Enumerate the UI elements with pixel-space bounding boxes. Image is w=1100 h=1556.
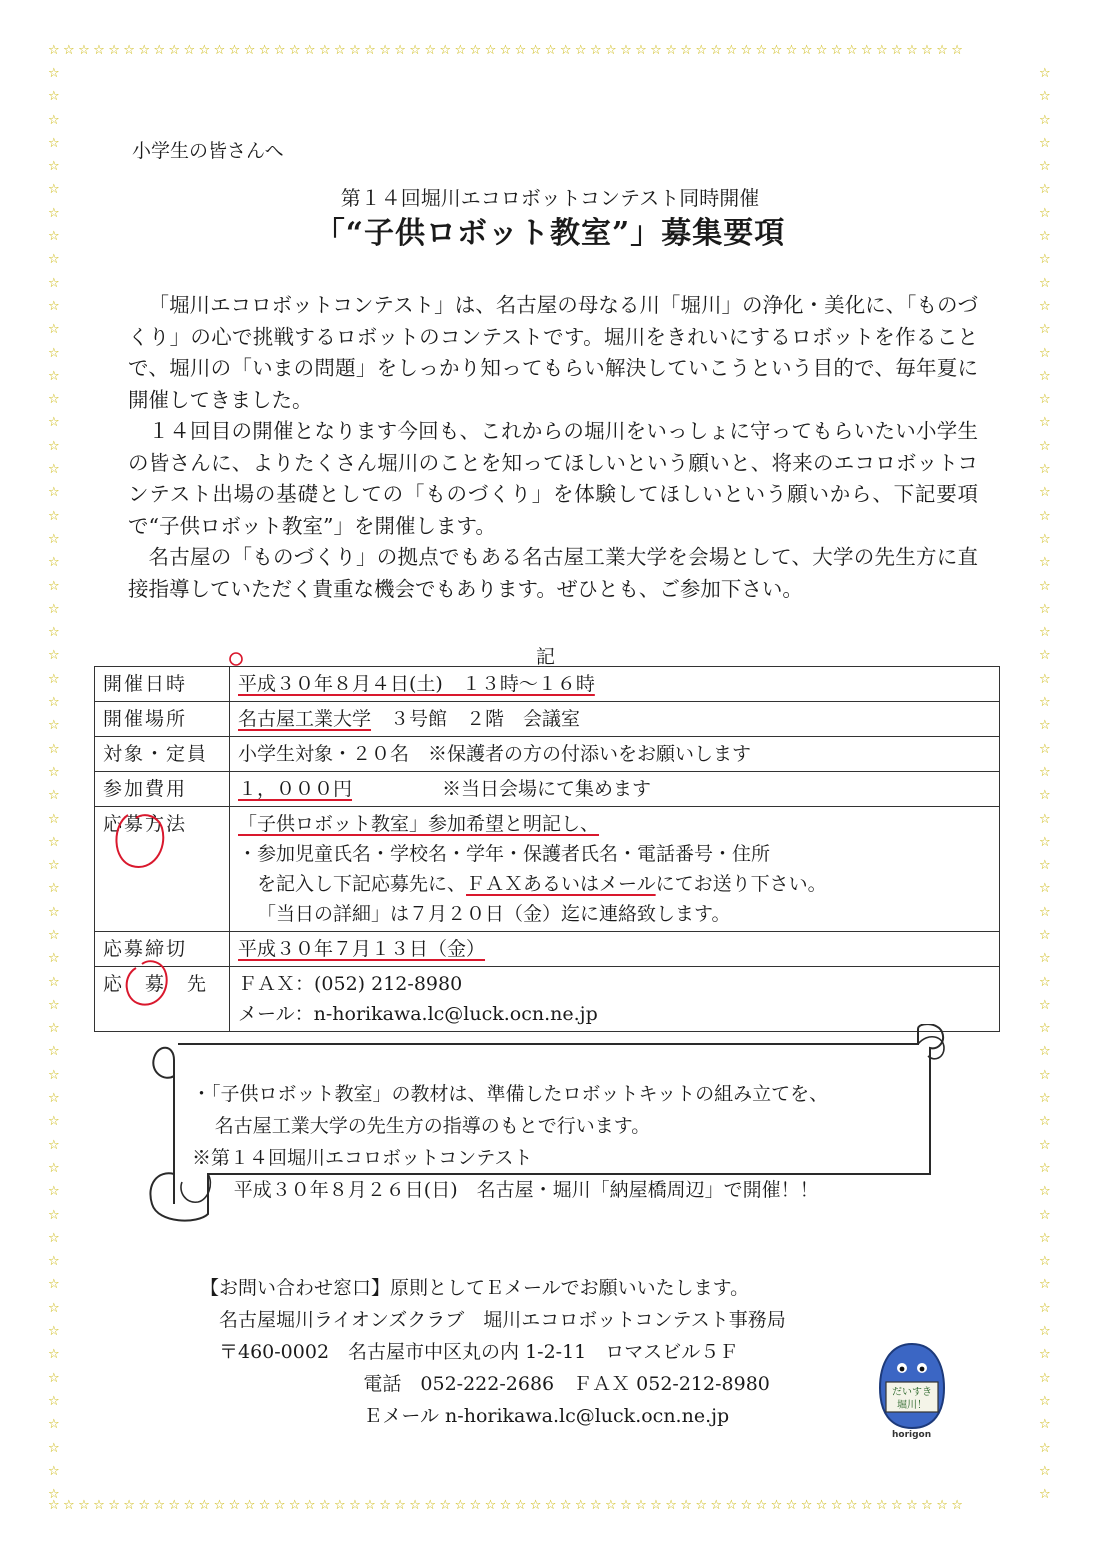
- target-label: 対象・定員: [95, 737, 230, 772]
- subtitle: 第１４回堀川エコロボットコンテスト同時開催: [340, 186, 760, 210]
- contact-line-5: Ｅメール n-horikawa.lc@luck.ocn.ne.jp: [363, 1405, 730, 1427]
- apply-line-4: 「当日の詳細」は７月２０日（金）迄に連絡致します。: [257, 903, 731, 925]
- date-value-text: 平成３０年８月４日(土) １３時～１６時: [238, 673, 595, 695]
- intro-paragraph-2: １４回目の開催となります今回も、これからの堀川をいっしょに守ってもらいたい小学生の皆さんに、よりたくさん堀川のことを知ってほしいという願いと、将来のエコロボットコンテスト出場の基礎としての「ものづくり」を体験してほしいという願いから、下記要項で“子供ロボット教室”」を開催します。: [128, 419, 978, 538]
- fee-amount: １，０００円: [238, 778, 353, 800]
- scroll-line-3: ※第１４回堀川エコロボットコンテスト: [192, 1147, 533, 1169]
- destination-label: 応 募 先: [95, 967, 230, 1032]
- contact-line-3: 〒460-0002 名古屋市中区丸の内 1-2-11 ロマスビル５Ｆ: [219, 1341, 739, 1363]
- deadline-value-text: 平成３０年７月１３日（金）: [238, 938, 486, 960]
- star-border-right: ☆☆☆☆☆☆☆☆☆☆☆☆☆☆☆☆☆☆☆☆☆☆☆☆☆☆☆☆☆☆☆☆☆☆☆☆☆☆☆☆☆☆☆☆☆☆☆☆☆☆☆☆☆☆☆☆☆☆☆☆☆☆: [1039, 66, 1051, 1503]
- venue-room: ３号館 ２階 会議室: [371, 708, 581, 730]
- star-border-left: ☆☆☆☆☆☆☆☆☆☆☆☆☆☆☆☆☆☆☆☆☆☆☆☆☆☆☆☆☆☆☆☆☆☆☆☆☆☆☆☆☆☆☆☆☆☆☆☆☆☆☆☆☆☆☆☆☆☆☆☆☆☆: [48, 66, 60, 1503]
- target-value: 小学生対象・２０名 ※保護者の方の付添いをお願いします: [230, 737, 1000, 772]
- apply-line-1: 「子供ロボット教室」参加希望と明記し、: [238, 813, 600, 835]
- venue-name: 名古屋工業大学: [238, 708, 372, 730]
- apply-line-2: ・参加児童氏名・学校名・学年・保護者氏名・電話番号・住所: [238, 843, 771, 865]
- star-border-bottom: ☆☆☆☆☆☆☆☆☆☆☆☆☆☆☆☆☆☆☆☆☆☆☆☆☆☆☆☆☆☆☆☆☆☆☆☆☆☆☆☆☆☆☆☆☆☆☆☆☆☆☆☆☆☆☆☆☆☆☆☆☆: [48, 1498, 967, 1513]
- deadline-label: 応募締切: [95, 932, 230, 967]
- intro-paragraph-1: 「堀川エコロボットコンテスト」は、名古屋の母なる川「堀川」の浄化・美化に、「ものづくり」の心で挑戦するロボットのコンテストです。堀川をきれいにするロボットを作ることで、堀川の「いまの問題」をしっかり知ってもらい解決していこうという目的で、毎年夏に開催してきました。: [128, 293, 978, 412]
- apply-line-3c: にてお送り下さい。: [655, 873, 827, 895]
- contact-line-1: 【お問い合わせ窓口】原則としてＥメールでお願いいたします。: [200, 1277, 750, 1299]
- apply-label: 応募方法: [95, 807, 230, 932]
- venue-label: 開催場所: [95, 702, 230, 737]
- fee-note: ※当日会場にて集めます: [442, 778, 652, 800]
- scroll-line-2: 名古屋工業大学の先生方の指導のもとで行います。: [214, 1115, 651, 1137]
- mascot-pupil-left: [900, 1367, 905, 1372]
- mascot-pupil-right: [920, 1367, 925, 1372]
- scroll-line-4: 平成３０年８月２６日(日) 名古屋・堀川「納屋橋周辺」で開催！！: [233, 1179, 819, 1201]
- red-mark-circle-small: [230, 653, 242, 665]
- apply-line-3b: ＦＡＸあるいはメール: [466, 873, 656, 895]
- apply-line-3a: を記入し下記応募先に、: [257, 873, 467, 895]
- mascot-illustration: [872, 1338, 952, 1438]
- scroll-text: [192, 1078, 828, 1206]
- destination-fax: ＦＡＸ：(052) 212-8980: [238, 973, 463, 995]
- contact-section: [200, 1272, 786, 1432]
- star-border-top: ☆☆☆☆☆☆☆☆☆☆☆☆☆☆☆☆☆☆☆☆☆☆☆☆☆☆☆☆☆☆☆☆☆☆☆☆☆☆☆☆☆☆☆☆☆☆☆☆☆☆☆☆☆☆☆☆☆☆☆☆☆: [48, 43, 967, 58]
- ki-heading: 記: [536, 646, 556, 668]
- mascot-sign-line-1: だいすき: [892, 1387, 932, 1398]
- contact-line-2: 名古屋堀川ライオンズクラブ 堀川エコロボットコンテスト事務局: [219, 1309, 786, 1331]
- greeting: 小学生の皆さんへ: [132, 140, 284, 162]
- red-mark-circle-destination: [127, 961, 167, 1004]
- intro-paragraph-3: 名古屋の「ものづくり」の拠点でもある名古屋工業大学を会場として、大学の先生方に直接指導していただく貴重な機会でもあります。ぜひとも、ご参加下さい。: [128, 545, 978, 601]
- scroll-line-1: ・「子供ロボット教室」の教材は、準備したロボットキットの組み立てを、: [192, 1083, 829, 1105]
- fee-label: 参加費用: [95, 772, 230, 807]
- red-mark-circle-apply: [116, 815, 163, 867]
- destination-mail: メール：n-horikawa.lc@luck.ocn.ne.jp: [238, 1003, 598, 1025]
- contact-line-4: 電話 052-222-2686 ＦＡＸ 052-212-8980: [363, 1373, 770, 1395]
- mascot-sign-line-2: 堀川！: [897, 1400, 927, 1411]
- page-title: 「“子供ロボット教室”」募集要項: [314, 216, 786, 251]
- mascot-name: horigon: [892, 1430, 932, 1440]
- date-label: 開催日時: [95, 667, 230, 702]
